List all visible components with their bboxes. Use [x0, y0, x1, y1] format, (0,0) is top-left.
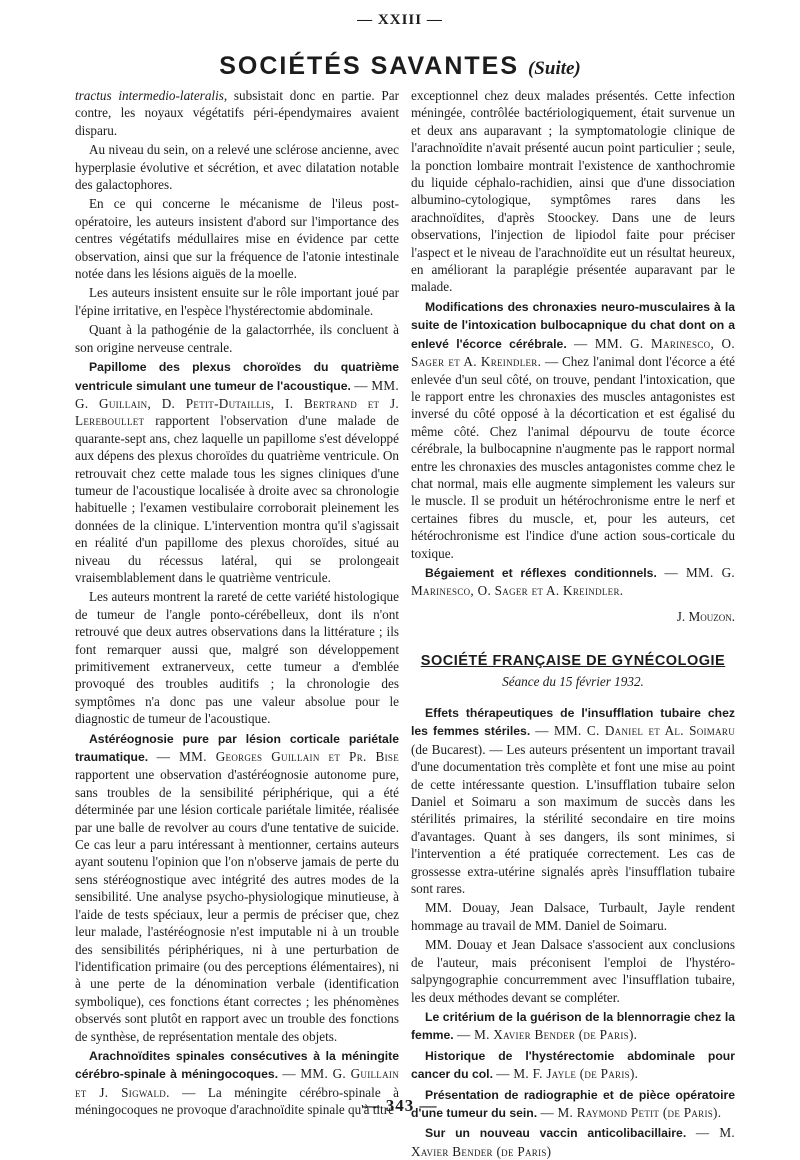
article-authors: — M. Xavier Bender (de Paris): [411, 1125, 736, 1159]
article-text: rapportent une observation d'astéréognosie autonome pure, sans troubles de la sensibilité périphérique, qui a été déterminée par une lésion corticale pariétale limitée, réalisée par une balle de revolver au cours d'une tentative de suicide. Ce cas leur a paru intéressant à mentionner, certains auteurs ayant soutenu l'opinion que l'on n'observe jamais de perte du sens stéréognostique avec intégrité des autres modes de la sensibilité. Une analyse psycho-physiologique minutieuse, à l'aide de tests spéciaux, leur a permis de préciser que, chez leur malade, l'astéréognosie n'est imputable ni à un trouble des sensibilités périphériques, ni à une perturbation de l'identification primaire (ou des perceptions élémentaires), ni à une perte de la dénomination verbale (identification symbolique), ces fonctions étant correctes ; les phénomènes observés sont plutôt en rapport avec un trouble des fonctions de synthèse, de représentation mentale des objets.: [75, 767, 399, 1044]
article-hysterectomie: [411, 1047, 735, 1084]
article-blennorragie: [411, 1008, 735, 1045]
paragraph: En ce qui concerne le mécanisme de l'ileus post-opératoire, les auteurs insistent d'abord sur l'importance des centres végétatifs médullaires mise en évidence par cette observation, ainsi que sur la fréquence de l'atonie intestinale notée dans les lésions aiguës de la moelle.: [75, 196, 399, 282]
paragraph: Au niveau du sein, on a relevé une sclérose ancienne, avec hyperplasie évolutive et sécrétion, et avec dilatation notable des galactophores.: [75, 142, 399, 193]
article-title: Présentation de radiographie et de pièce opératoire d'une tumeur du sein.: [411, 1087, 735, 1120]
article-title: Bégaiement et réflexes conditionnels.: [425, 565, 657, 580]
article-title: Sur un nouveau vaccin anticolibacillaire.: [425, 1126, 687, 1141]
article-authors: — MM. G. Marinesco, O. Sager et A. Kreindler.: [411, 564, 736, 599]
article-astereognosie: [75, 730, 399, 1045]
article-title: Effets thérapeutiques de l'insufflation tubaire chez les femmes stériles.: [411, 706, 735, 739]
roman-page-number: — XXIII —: [357, 12, 443, 28]
right-column: [411, 87, 735, 1160]
article-title: Historique de l'hystérectomie abdominale pour cancer du col.: [411, 1048, 735, 1082]
article-authors: — M. Xavier Bender (de Paris).: [456, 1027, 638, 1043]
article-authors: — MM. G. Guillain, D. Petit-Dutaillis, I. Bertrand et J. Lereboullet: [75, 377, 400, 429]
paragraph: Les auteurs insistent ensuite sur le rôle important joué par l'épine irritative, en l'espèce l'hystérectomie abdominale.: [75, 285, 399, 318]
article-text: (de Bucarest). — Les auteurs présentent un important travail d'une documentation très complète et font une mise au point de cette intéressante question. L'insufflation tubaire selon Daniel et Soimaru a son maximum de succès dans les stérilités primaires, la stérilité secondaire en tire moins d'avantages. Quant à ses dangers, ils sont minimes, si l'intervention a été pratiquée correctement. Les cas de grossesse extra-utérine signalés après l'insufflation tubaire sont rares.: [411, 741, 735, 897]
paragraph: [75, 87, 399, 139]
article-title: Papillome des plexus choroïdes du quatrième ventricule simulant une tumeur de l'acoustique.: [75, 360, 399, 393]
article-insufflation: [411, 704, 735, 897]
signature: J. Mouzon.: [676, 608, 735, 624]
society-title: SOCIÉTÉ FRANÇAISE DE GYNÉCOLOGIE: [420, 653, 726, 670]
article-chronaxies: [411, 298, 735, 562]
paragraph: Les auteurs montrent la rareté de cette variété histologique de tumeur de l'angle ponto-cérébelleux, dont ils n'ont retrouvé que deux autres observations dans la littérature ; ils font remarquer aussi que, malgré son développement primitivement extranerveux, cette tumeur a d'emblée provoqué des troubles auditifs ; la chronologie des symptômes n'a donc pas une valeur absolue pour le diagnostic de tumeur de l'acoustique.: [75, 589, 399, 727]
article-authors: — MM. G. Guillain et J. Sigwald.: [75, 1066, 399, 1100]
latin-term: tractus intermedio-lateralis,: [75, 88, 228, 103]
article-text: — Chez l'animal dont l'écorce a été enlevée d'un seul côté, on trouve, pendant l'intoxication, que le rapport entre les chronaxies des muscles antagonistes est inversé du côté opposé à la décortication et est égalisé du même côté. Chez l'animal dépourvu de toute écorce cérébrale, la bulbocapnine n'augmente pas le rapport normal entre les chronaxies des muscles antagonistes comme chez le chat normal, mais elle augmente simplement les valeurs sur le muscle. Il se produit un hétérochronisme entre le nerf et certaines fibres du muscle, et, pour les auteurs, cet hétérochronisme est l'indice d'une action sous-corticale du toxique.: [411, 354, 735, 561]
paragraph-text: subsistait donc en partie. Par contre, les noyaux végétatifs péri-épendymaires avaient disparu.: [75, 88, 399, 138]
paragraph: MM. Douay, Jean Dalsace, Turbault, Jayle rendent hommage au travail de MM. Daniel de Soimaru.: [411, 900, 735, 933]
section-title: [0, 52, 800, 81]
section-title-suite: (Suite): [527, 58, 581, 79]
article-vaccin: [411, 1124, 735, 1160]
paragraph: MM. Douay et Jean Dalsace s'associent aux conclusions de l'auteur, mais préconisent l'emploi de l'hystéro-salpyngographie concurremment avec l'insufflation tubaire, les deux méthodes devant se compléter.: [411, 937, 735, 1005]
article-authors: — M. Raymond Petit (de Paris).: [540, 1104, 722, 1120]
article-authors: — M. F. Jayle (de Paris).: [496, 1066, 639, 1082]
seance-date: Séance du 15 février 1932.: [502, 673, 644, 689]
article-title: Arachnoïdites spinales consécutives à la méningite cérébro-spinale à méningocoques.: [75, 1048, 399, 1082]
article-authors: — MM. G. Marinesco, O. Sager et A. Kreindler.: [411, 335, 735, 370]
article-papillome: [75, 358, 399, 586]
article-title: Astéréognosie pure par lésion corticale pariétale traumatique.: [75, 731, 399, 765]
left-column: [75, 87, 399, 1119]
article-authors: — MM. C. Daniel et Al. Soimaru: [535, 723, 736, 739]
article-begaiement: [411, 564, 735, 600]
article-title: Le critérium de la guérison de la blennorragie chez la femme.: [411, 1009, 735, 1043]
article-title: Modifications des chronaxies neuro-musculaires à la suite de l'intoxication bulbocapnique du chat dont on a enlevé l'écorce cérébrale.: [411, 299, 735, 351]
paragraph: Quant à la pathogénie de la galactorrhée, ils concluent à son origine nerveuse centrale.: [75, 322, 399, 355]
article-text: — La méningite cérébro-spinale à méningocoques ne provoque d'arachnoïdite spinale qu'à titre: [75, 1084, 399, 1118]
page-number: — 343 —: [362, 1096, 438, 1115]
section-title-text: SOCIÉTÉS SAVANTES: [219, 52, 520, 80]
paragraph: exceptionnel chez deux malades présentés. Cette infection méningée, contrôlée bactériologiquement, était survenue un et deux ans auparavant ; la symptomatologie clinique de l'arachnoïdite n'avait présenté aucun point particulier ; seule, la ponction lombaire montrait l'existence de xanthochromie du liquide céphalo-rachidien, ainsi que d'une dissociation albumino-cytologique, symptômes rares dans les arachnoïdites, d'après Stoockey. Dans une de leurs observations, l'injection de lipiodol faite pour préciser l'aspect et le niveau de l'arachnoïdite eut un résultat heureux, en améliorant la paraplégie présentée auparavant par le malade.: [411, 88, 735, 295]
article-text: rapportent l'observation d'une malade de quarante-sept ans, chez laquelle un papillome s'est développé aux dépens des plexus choroïdes du quatrième ventricule. On retrouvait chez cette malade tous les signes cliniques d'une tumeur de l'acoustique localisée à droite avec sa chronologie habituelle ; l'examen vestibulaire corroborait pleinement les données de la clinique. L'intervention montra qu'il s'agissait en réalité d'un papillome des plexus choroïdes, situé au niveau du récessus latéral, qui se prolongeait vraisemblablement dans le quatrième ventricule.: [75, 413, 399, 585]
article-authors: — MM. Georges Guillain et Pr. Bise: [156, 749, 399, 765]
